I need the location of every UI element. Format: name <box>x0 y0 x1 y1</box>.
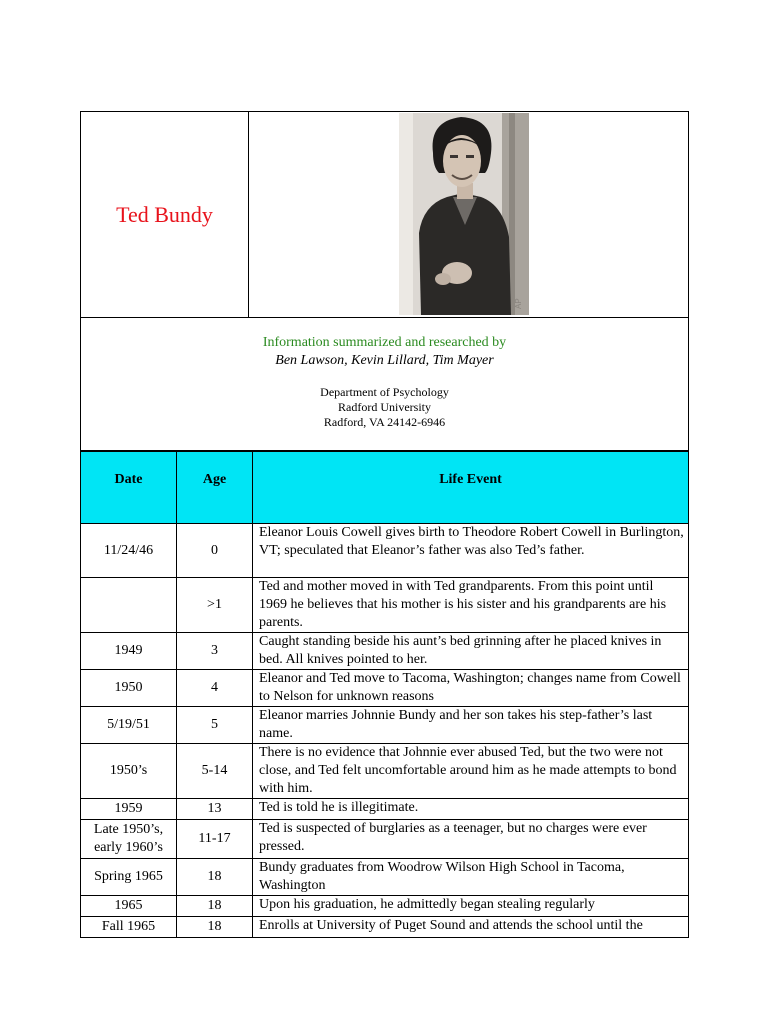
cell-age: 5-14 <box>177 744 253 799</box>
table-row <box>81 670 689 707</box>
cell-age: 18 <box>177 896 253 917</box>
cell-event: Upon his graduation, he admittedly began stealing regularly <box>253 896 689 917</box>
university-name: Radford University <box>338 400 431 414</box>
photo-watermark: AP <box>514 298 523 309</box>
table-row <box>81 917 689 938</box>
cell-event: Bundy graduates from Woodrow Wilson High School in Tacoma, Washington <box>253 859 689 896</box>
cell-age: 3 <box>177 633 253 670</box>
cell-event: There is no evidence that Johnnie ever abused Ted, but the two were not close, and Ted felt uncomfortable around him as he made attempts to bond with him. <box>253 744 689 799</box>
photo-cell <box>249 112 689 318</box>
cell-event: Eleanor Louis Cowell gives birth to Theodore Robert Cowell in Burlington, VT; speculated that Eleanor’s father was also Ted’s father. <box>253 524 689 578</box>
page-title: Ted Bundy <box>116 201 213 227</box>
credits-cell <box>81 318 689 451</box>
cell-event: Ted is suspected of burglaries as a teenager, but no charges were ever pressed. <box>253 820 689 859</box>
column-header-date: Date <box>81 452 177 524</box>
cell-date: Fall 1965 <box>81 917 177 938</box>
cell-date: Spring 1965 <box>81 859 177 896</box>
cell-event: Caught standing beside his aunt’s bed grinning after he placed knives in bed. All knives pointed to her. <box>253 633 689 670</box>
table-row <box>81 820 689 859</box>
table-header-row <box>81 452 689 524</box>
table-row <box>81 744 689 799</box>
cell-date: 1950’s <box>81 744 177 799</box>
cell-event: Eleanor marries Johnnie Bundy and her son takes his step-father’s last name. <box>253 707 689 744</box>
column-header-age: Age <box>177 452 253 524</box>
cell-age: 11-17 <box>177 820 253 859</box>
document-page <box>80 111 689 938</box>
cell-age: >1 <box>177 578 253 633</box>
cell-date: 1959 <box>81 799 177 820</box>
portrait-photo <box>399 113 529 315</box>
column-header-life-event: Life Event <box>253 452 689 524</box>
university-address: Radford, VA 24142-6946 <box>323 415 446 429</box>
header-table <box>80 111 689 451</box>
cell-date: 1950 <box>81 670 177 707</box>
portrait-image <box>399 113 529 315</box>
life-events-table <box>80 451 689 938</box>
cell-date: 5/19/51 <box>81 707 177 744</box>
cell-age: 18 <box>177 859 253 896</box>
table-row <box>81 524 689 578</box>
cell-date: Late 1950’s, early 1960’s <box>81 820 177 859</box>
cell-age: 0 <box>177 524 253 578</box>
table-row <box>81 578 689 633</box>
cell-event: Ted is told he is illegitimate. <box>253 799 689 820</box>
cell-event: Enrolls at University of Puget Sound and attends the school until the <box>253 917 689 938</box>
cell-age: 4 <box>177 670 253 707</box>
table-row <box>81 859 689 896</box>
cell-event: Ted and mother moved in with Ted grandparents. From this point until 1969 he believes that his mother is his sister and his grandparents are his parents. <box>253 578 689 633</box>
department-address <box>81 385 688 430</box>
cell-date: 11/24/46 <box>81 524 177 578</box>
department-name: Department of Psychology <box>320 385 449 399</box>
cell-age: 13 <box>177 799 253 820</box>
cell-age: 5 <box>177 707 253 744</box>
cell-date: 1949 <box>81 633 177 670</box>
table-row <box>81 896 689 917</box>
credits-authors: Ben Lawson, Kevin Lillard, Tim Mayer <box>275 353 494 368</box>
cell-date <box>81 578 177 633</box>
table-row <box>81 799 689 820</box>
title-cell <box>81 112 249 318</box>
cell-age: 18 <box>177 917 253 938</box>
cell-event: Eleanor and Ted move to Tacoma, Washington; changes name from Cowell to Nelson for unknown reasons <box>253 670 689 707</box>
table-row <box>81 707 689 744</box>
cell-date: 1965 <box>81 896 177 917</box>
credits-heading: Information summarized and researched by <box>262 335 507 350</box>
table-row <box>81 633 689 670</box>
